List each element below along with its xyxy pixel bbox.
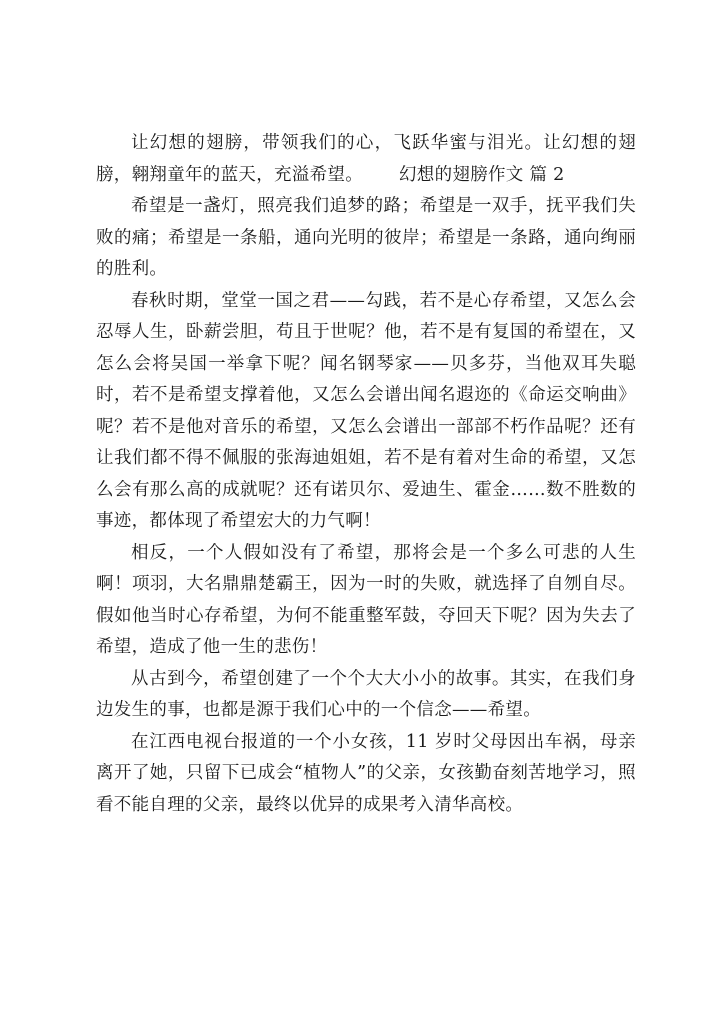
paragraph-1-text: 让幻想的翅膀，带领我们的心，飞跃华蜜与泪光。让幻想的翅膀，翱翔童年的蓝天，充溢希望。	[96, 133, 636, 185]
paragraph-6: 在江西电视台报道的一个小女孩，11 岁时父母因出车祸，母亲离开了她，只留下已成会“植物人”的父亲，女孩勤奋刻苦地学习，照看不能自理的父亲，最终以优异的成果考入清华高校。	[96, 731, 636, 815]
paragraph-5: 从古到今，希望创建了一个个大大小小的故事。其实，在我们身边发生的事，也都是源于我们心中的一个信念——希望。	[96, 668, 636, 720]
paragraph-4: 相反，一个人假如没有了希望，那将会是一个多么可悲的人生啊！项羽，大名鼎鼎楚霸王，因为一时的失败，就选择了自刎自尽。假如他当时心存希望，为何不能重整军鼓，夺回天下呢？因为失去了希望，造成了他一生的悲伤！	[96, 542, 636, 657]
essay-title: 幻想的翅膀作文 篇 2	[399, 164, 565, 185]
document-body	[96, 128, 636, 821]
paragraph-1	[96, 128, 636, 191]
paragraph-3: 春秋时期，堂堂一国之君——勾践，若不是心存希望，又怎么会忍辱人生，卧薪尝胆，苟且于世呢？他，若不是有复国的希望在，又怎么会将吴国一举拿下呢？闻名钢琴家——贝多芬，当他双耳失聪时，若不是希望支撑着他，又怎么会谱出闻名遐迩的《命运交响曲》呢？若不是他对音乐的希望，又怎么会谱出一部部不朽作品呢？还有让我们都不得不佩服的张海迪姐姐，若不是有着对生命的希望，又怎么会有那么高的成就呢？还有诺贝尔、爱迪生、霍金……数不胜数的事迹，都体现了希望宏大的力气啊！	[96, 290, 636, 531]
paragraph-2: 希望是一盏灯，照亮我们追梦的路；希望是一双手，抚平我们失败的痛；希望是一条船，通向光明的彼岸；希望是一条路，通向绚丽的胜利。	[96, 196, 636, 279]
